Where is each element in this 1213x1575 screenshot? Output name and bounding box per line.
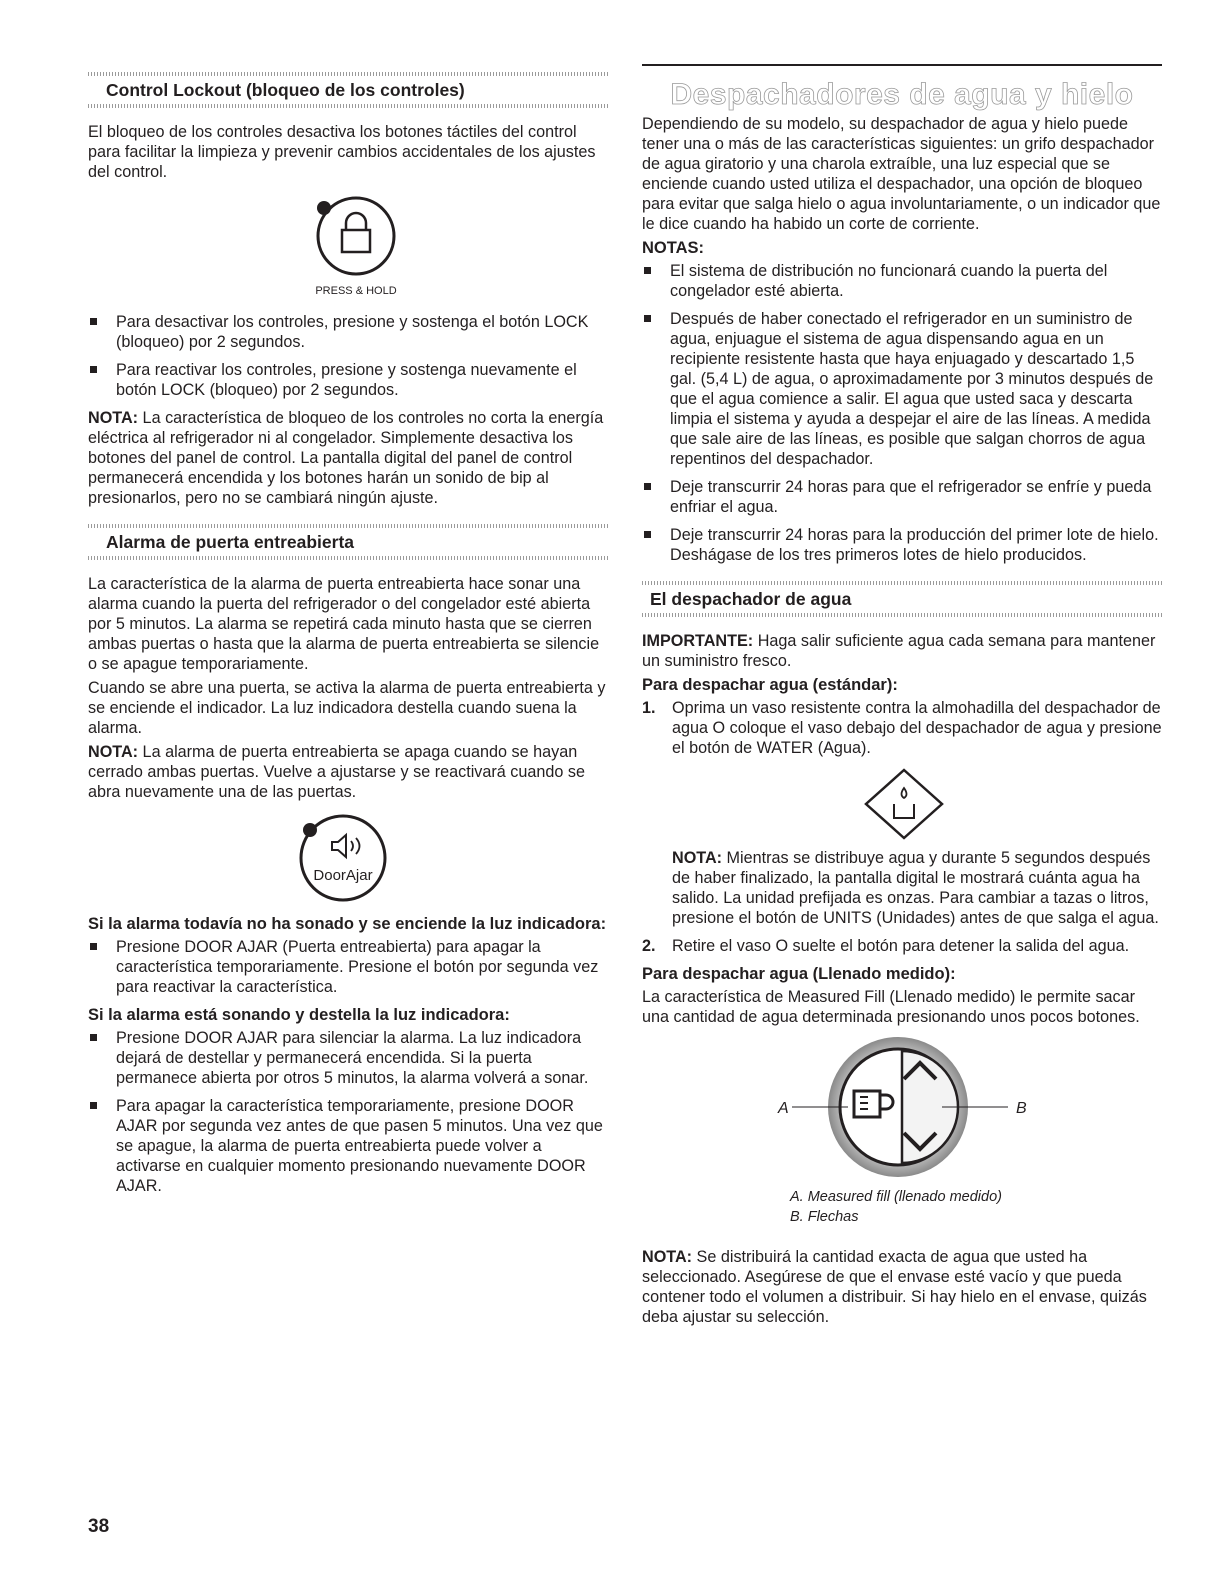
hatch-rule [88,524,610,528]
list-item: Presione DOOR AJAR para silenciar la alarma. La luz indicadora dejará de destellar y permanecerá encendida. Si la puerta permanece abierta por otros 5 minutos, la alarma volverá a sonar. [88,1028,610,1088]
water-section-header [642,573,1162,623]
water-button-figure [642,766,1162,842]
water-icon [642,766,1162,842]
hatch-rule [88,556,610,560]
door-p1: La característica de la alarma de puerta entreabierta hace sonar una alarma cuando la puerta del refrigerador o del congelador esté abierta por 5 minutos. La alarma se repetirá cada minuto hasta que se cierren ambas puertas o hasta que la alarma de puerta entreabierta se silencie o se apague temporariamente. [88,575,600,673]
list-item: Después de haber conectado el refrigerador en un suministro de agua, enjuague el sistema de agua dispensando agua en un recipiente resistente hasta que haya enjuagado y descartado 1,5 gal. (5,4 L) de agua, o aproximadamente por 3 minutos después de que el agua comience a salir. El agua que usted saca y descarta limpia el sistema y ayuda a despejar el aire de las líneas. A medida que sale aire de las líneas, es posible que salgan chorros de agua repentinos del despachador. [642,309,1162,469]
measured-fill-icon [642,1033,1162,1181]
door-ajar-icon [88,808,610,908]
lockout-intro: El bloqueo de los controles desactiva los botones táctiles del control para facilitar la limpieza y prevenir cambios accidentales de los ajustes del control. [88,123,596,181]
notes-list [642,261,1162,565]
list-item: Presione DOOR AJAR (Puerta entreabierta) para apagar la característica temporariamente. Presione el botón por segunda vez para reactivar la característica. [88,937,610,997]
left-column [88,64,610,1204]
door-ajar-label: DoorAjar [313,867,373,884]
water-note: NOTA: Mientras se distribuye agua y durante 5 segundos después de haber finalizado, la pantalla digital le mostrará cuánta agua ha salido. La unidad prefijada es onzas. Para cambiar a tazas o litros, presione el botón de UNITS (Unidades) antes de que salga el agua. [672,849,1159,927]
door-note: NOTA: La alarma de puerta entreabierta se apaga cuando se hayan cerrado ambas puertas. Vuelve a ajustarse y se reactivará cuando se abra nuevamente una de las puertas. [88,743,585,801]
lock-icon [88,188,610,306]
water-important: IMPORTANTE: Haga salir suficiente agua cada semana para mantener un suministro fresco. [642,632,1156,670]
mf-heading: Para despachar agua (Llenado medido): [642,965,956,983]
door-title: Alarma de puerta entreabierta [106,532,355,552]
lockout-title: Control Lockout (bloqueo de los controles) [106,80,465,100]
right-column [642,64,1162,1331]
door-sub1: Si la alarma todavía no ha sonado y se enciende la luz indicadora: [88,915,607,933]
list-item: Deje transcurrir 24 horas para la producción del primer lote de hielo. Deshágase de los tres primeros lotes de hielo producidos. [642,525,1162,565]
caption-a: A. Measured fill (llenado medido) [790,1189,1002,1205]
hatch-rule [88,104,610,108]
list-item: Para reactivar los controles, presione y sostenga nuevamente el botón LOCK (bloqueo) por 2 segundos. [88,360,610,400]
door-p2: Cuando se abre una puerta, se activa la alarma de puerta entreabierta y se enciende el indicador. La luz indicadora destella cuando suena la alarma. [88,679,606,737]
list-item: Para desactivar los controles, presione y sostenga el botón LOCK (bloqueo) por 2 segundos. [88,312,610,352]
hatch-rule [88,72,610,76]
door-ajar-figure [88,808,610,908]
lock-button-figure [88,188,610,306]
door-sub2-bullets [88,1028,610,1196]
notes-heading: NOTAS: [642,239,705,257]
list-item: Para apagar la característica temporariamente, presione DOOR AJAR por segunda vez antes de que pasen 5 minutos. Una vez que se apague, la alarma de puerta entreabierta puede volver a activarse en cualquier momento presionando nuevamente DOOR AJAR. [88,1096,610,1196]
hatch-rule [642,613,1162,617]
label-a: A [778,1100,789,1117]
hatch-rule [642,581,1162,585]
std-heading: Para despachar agua (estándar): [642,676,898,694]
list-item: 2. Retire el vaso O suelte el botón para detener la salida del agua. [642,937,1130,955]
door-sub1-bullets [88,937,610,997]
label-b: B [1016,1100,1027,1117]
mf-text: La característica de Measured Fill (Llenado medido) le permite sacar una cantidad de agua determinada presionando unos pocos botones. [642,988,1140,1026]
measured-fill-figure [642,1033,1162,1181]
list-item: Deje transcurrir 24 horas para que el refrigerador se enfríe y pueda enfriar el agua. [642,477,1162,517]
list-item: 1. Oprima un vaso resistente contra la almohadilla del despachador de agua O coloque el vaso debajo del despachador de agua y presione el botón de WATER (Agua). [642,699,1162,757]
std-steps-2 [642,936,1162,956]
std-steps [642,698,1162,758]
door-sub2: Si la alarma está sonando y destella la luz indicadora: [88,1006,510,1024]
top-rule [642,64,1162,66]
dispensers-intro: Dependiendo de su modelo, su despachador de agua y hielo puede tener una o más de las características siguientes: un grifo despachador de agua giratorio y una charola extraíble, una luz especial que se enciende cuando usted utiliza el despachador, una opción de bloqueo para evitar que salga hielo o agua involuntariamente, o un indicador que le dice cuando ha habido un corte de corriente. [642,115,1161,233]
lockout-note: NOTA: La característica de bloqueo de los controles no corta la energía eléctrica al refrigerador ni al congelador. Simplemente desactiva los botones del panel de control. La pantalla digital del panel de control permanecerá encendida y los botones harán un sonido de bip al presionarlos, pero no se cambiará ningún ajuste. [88,409,604,507]
caption-b: B. Flechas [790,1209,859,1225]
lockout-bullets [88,312,610,400]
final-note: NOTA: Se distribuirá la cantidad exacta de agua que usted ha seleccionado. Asegúrese de que el envase esté vacío y que pueda contener todo el volumen a distribuir. Si hay hielo en el envase, quizás deba ajustar su selección. [642,1248,1147,1326]
page-title: Despachadores de agua y hielo [670,78,1134,111]
press-hold-label: PRESS & HOLD [315,285,397,297]
list-item: El sistema de distribución no funcionará cuando la puerta del congelador esté abierta. [642,261,1162,301]
page-number: 38 [88,1516,110,1537]
door-section-header [88,516,610,566]
lockout-section-header [88,64,610,114]
water-title: El despachador de agua [650,589,852,609]
